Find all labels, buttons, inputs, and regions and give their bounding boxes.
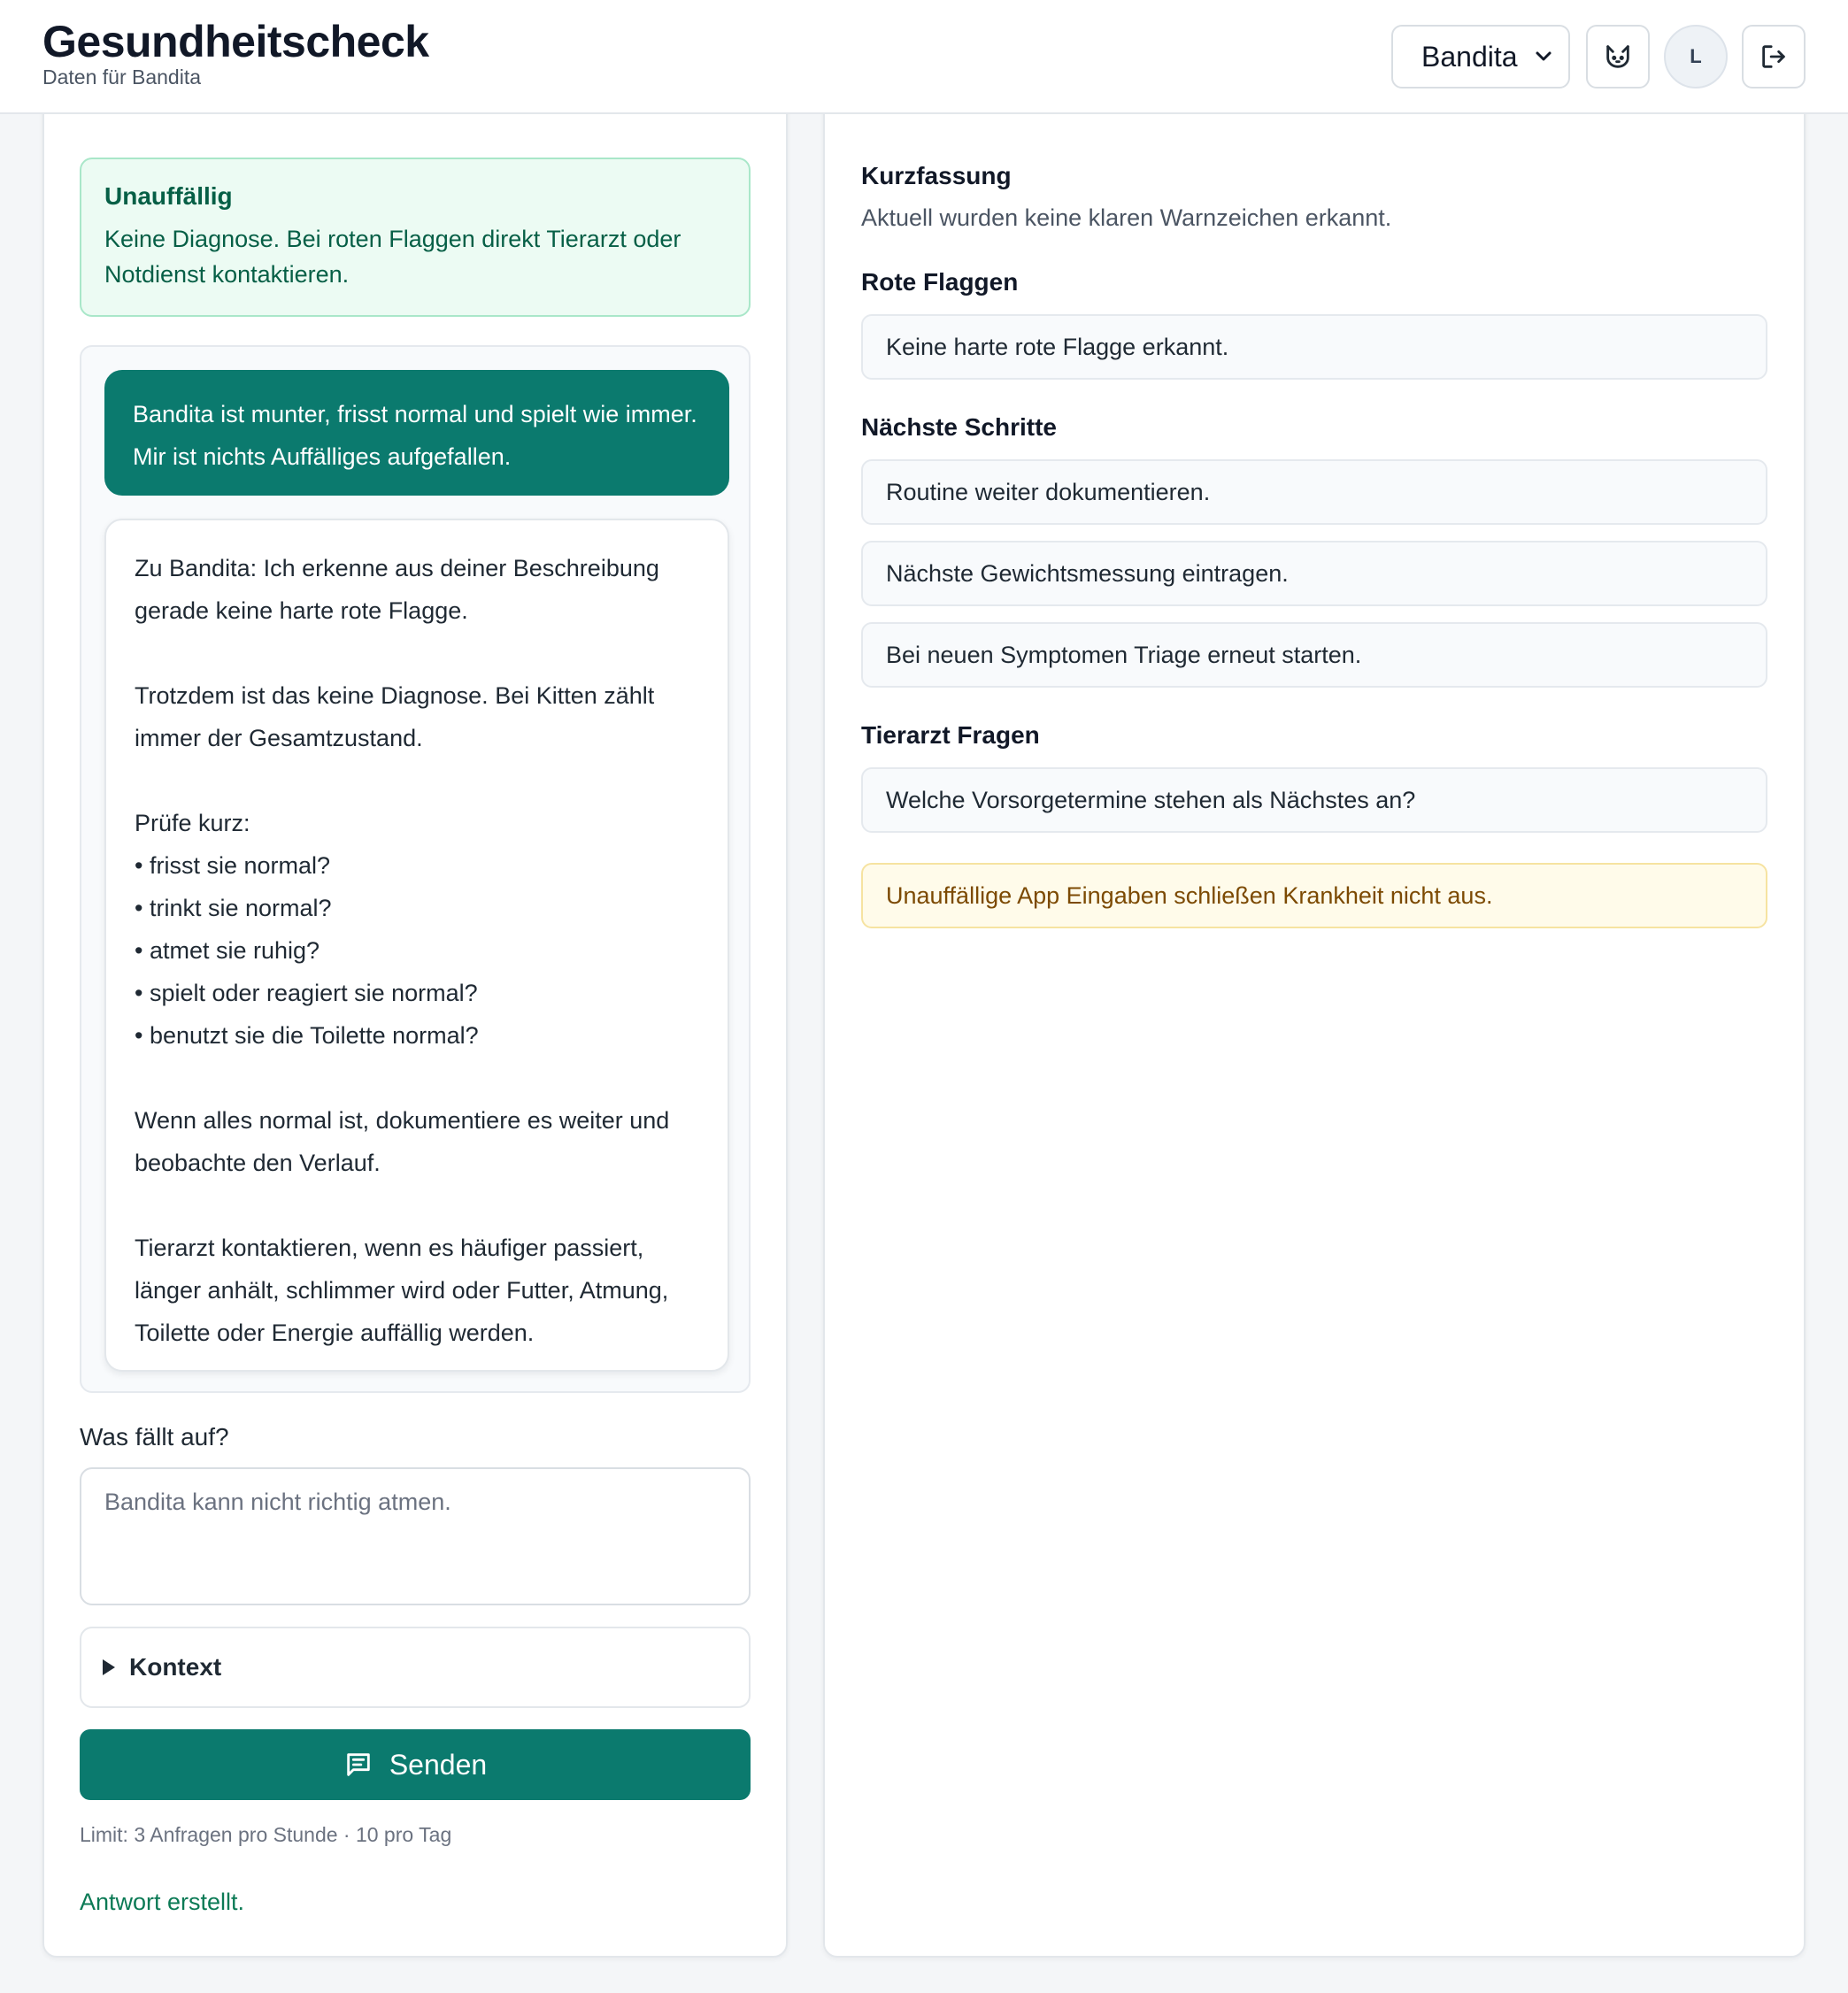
pet-select[interactable] [1391, 25, 1570, 88]
context-label: Kontext [129, 1653, 222, 1681]
cat-icon [1603, 42, 1633, 72]
reply-paragraph: Trotzdem ist das keine Diagnose. Bei Kitten zählt immer der Gesamtzustand. [135, 682, 655, 751]
next-steps-heading: Nächste Schritte [861, 413, 1057, 441]
reply-check-item: • frisst sie normal? [135, 852, 331, 879]
user-message: Bandita ist munter, frisst normal und spielt wie immer. Mir ist nichts Auffälliges aufgefallen. [104, 370, 729, 496]
logout-icon [1759, 42, 1789, 72]
app-header [0, 0, 1848, 114]
chevron-down-icon [1535, 48, 1552, 65]
send-label: Senden [389, 1748, 488, 1781]
assistant-message [104, 519, 729, 1372]
page-title: Gesundheitscheck [42, 17, 429, 66]
user-avatar[interactable]: L [1664, 25, 1728, 88]
chat-area[interactable] [80, 345, 751, 1393]
pet-select-value: Bandita [1421, 40, 1518, 73]
reply-check-item: • benutzt sie die Toilette normal? [135, 1022, 479, 1049]
status-text: Keine Diagnose. Bei roten Flaggen direkt Tierarzt oder Notdienst kontaktieren. [104, 226, 681, 288]
answer-status: Antwort erstellt. [80, 1889, 245, 1915]
message-icon [343, 1750, 373, 1780]
logout-button[interactable] [1742, 25, 1806, 88]
vet-questions-heading: Tierarzt Fragen [861, 721, 1040, 749]
red-flags-heading: Rote Flaggen [861, 268, 1019, 296]
next-step-item: Routine weiter dokumentieren. [861, 459, 1767, 525]
reply-check-title: Prüfe kurz: [135, 810, 250, 836]
next-step-item: Nächste Gewichtsmessung eintragen. [861, 541, 1767, 606]
status-title: Unauffällig [104, 182, 233, 210]
symptom-input[interactable] [80, 1467, 751, 1605]
rate-limit-text: Limit: 3 Anfragen pro Stunde · 10 pro Tag [80, 1823, 452, 1846]
page-subtitle: Daten für Bandita [42, 65, 202, 88]
reply-check-item: • atmet sie ruhig? [135, 937, 320, 964]
status-box [80, 158, 751, 317]
summary-heading: Kurzfassung [861, 162, 1012, 189]
reply-paragraph: Tierarzt kontaktieren, wenn es häufiger passiert, länger anhält, schlimmer wird oder Futter, Atmung, Toilette oder Energie auffällig werden. [135, 1235, 669, 1346]
warning-note: Unauffällige App Eingaben schließen Krankheit nicht aus. [861, 863, 1767, 928]
summary-text: Aktuell wurden keine klaren Warnzeichen erkannt. [861, 204, 1392, 231]
red-flag-item: Keine harte rote Flagge erkannt. [861, 314, 1767, 380]
reply-check-item: • trinkt sie normal? [135, 895, 332, 921]
pet-profile-button[interactable] [1586, 25, 1650, 88]
reply-paragraph: Zu Bandita: Ich erkenne aus deiner Beschreibung gerade keine harte rote Flagge. [135, 555, 659, 624]
reply-paragraph: Wenn alles normal ist, dokumentiere es weiter und beobachte den Verlauf. [135, 1107, 670, 1176]
symptom-input-label: Was fällt auf? [80, 1423, 229, 1451]
disclosure-triangle-icon [103, 1659, 115, 1675]
reply-check-item: • spielt oder reagiert sie normal? [135, 980, 478, 1006]
context-toggle[interactable] [80, 1627, 751, 1708]
send-button[interactable] [80, 1729, 751, 1800]
next-step-item: Bei neuen Symptomen Triage erneut starten. [861, 622, 1767, 688]
vet-question-item: Welche Vorsorgetermine stehen als Nächstes an? [861, 767, 1767, 833]
